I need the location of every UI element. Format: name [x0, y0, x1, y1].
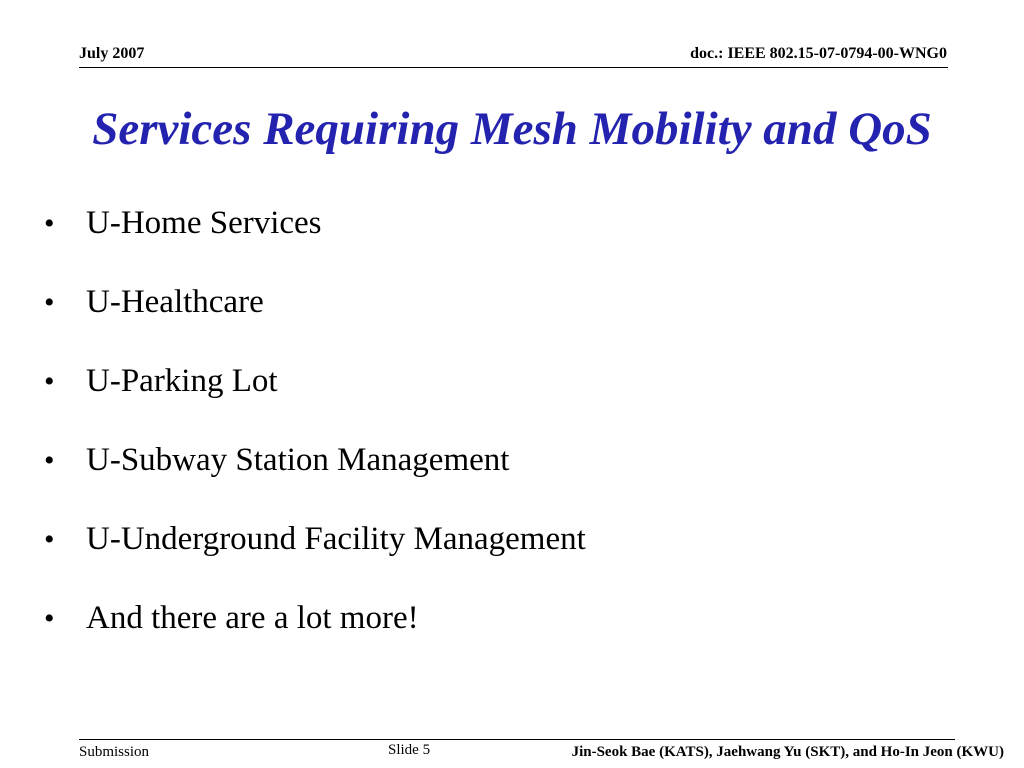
- bullet-icon: •: [44, 286, 55, 319]
- bullet-icon: •: [44, 365, 55, 398]
- bullet-text: U-Home Services: [86, 205, 322, 241]
- bullet-text: U-Subway Station Management: [86, 442, 510, 478]
- bullet-icon: •: [44, 444, 55, 477]
- bullet-item: [44, 284, 586, 363]
- slide-title: Services Requiring Mesh Mobility and QoS: [92, 103, 932, 155]
- bullet-item: [44, 363, 586, 442]
- bullet-icon: •: [44, 602, 55, 635]
- header-divider: [79, 67, 948, 68]
- bullet-icon: •: [44, 523, 55, 556]
- bullet-item: [44, 442, 586, 521]
- header-date: July 2007: [79, 45, 145, 62]
- footer-authors: Jin-Seok Bae (KATS), Jaehwang Yu (SKT), and Ho-In Jeon (KWU): [571, 744, 1004, 760]
- bullet-item: [44, 521, 586, 600]
- bullet-text: U-Underground Facility Management: [86, 521, 586, 557]
- bullet-text: And there are a lot more!: [86, 600, 419, 636]
- header-doc-id: doc.: IEEE 802.15-07-0794-00-WNG0: [690, 45, 947, 62]
- bullet-item: [44, 600, 586, 679]
- bullet-icon: •: [44, 207, 55, 240]
- slide-number: Slide 5: [388, 742, 431, 758]
- footer-submission: Submission: [79, 744, 150, 760]
- bullet-text: U-Parking Lot: [86, 363, 278, 399]
- bullet-list: [44, 205, 586, 679]
- bullet-item: [44, 205, 586, 284]
- bullet-text: U-Healthcare: [86, 284, 264, 320]
- footer-divider: [79, 739, 955, 740]
